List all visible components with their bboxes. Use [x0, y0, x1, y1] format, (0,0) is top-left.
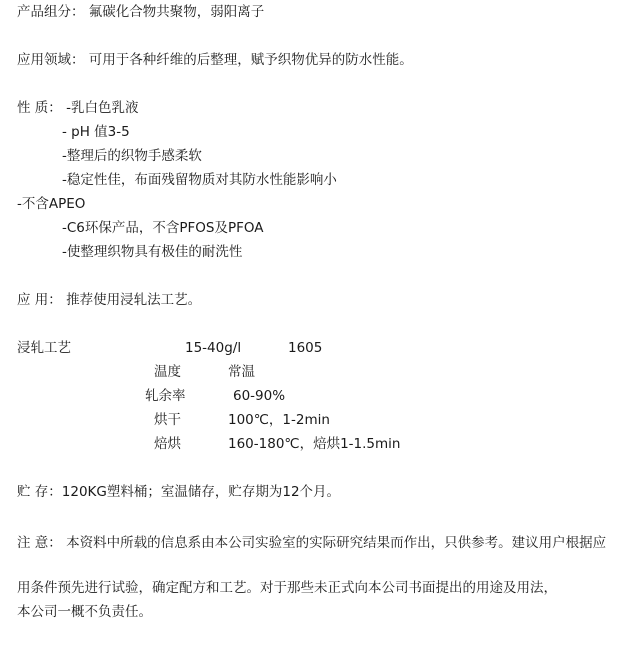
- property-item-ph: - pH 值3-5: [62, 124, 130, 140]
- usage-line: 应 用： 推荐使用浸轧法工艺。: [17, 292, 202, 308]
- notice-line-1: 注 意： 本资料中所载的信息系由本公司实验室的实际研究结果而作出，只供参考。建议用户根据应: [17, 535, 607, 551]
- pickup-label: 轧余率: [145, 388, 186, 404]
- application-field-line: 应用领域： 可用于各种纤维的后整理，赋予织物优异的防水性能。: [17, 52, 413, 68]
- process-dosage: 15-40g/l: [185, 340, 242, 356]
- notice-line-2: 用条件预先进行试验，确定配方和工艺。对于那些未正式向本公司书面提出的用途及用法，: [17, 580, 557, 596]
- property-item-wash-fastness: -使整理织物具有极佳的耐洗性: [62, 244, 243, 260]
- pickup-value: 60-90%: [233, 388, 286, 404]
- process-product: 1605: [288, 340, 323, 356]
- composition-line: 产品组分： 氟碳化合物共聚物，弱阳离子: [17, 4, 265, 20]
- property-item-stability: -稳定性佳，布面残留物质对其防水性能影响小: [62, 172, 337, 188]
- curing-label: 焙烘: [154, 436, 181, 452]
- drying-value: 100℃，1-2min: [228, 412, 330, 428]
- temperature-label: 温度: [154, 364, 181, 380]
- drying-label: 烘干: [154, 412, 181, 428]
- process-name: 浸轧工艺: [17, 340, 71, 356]
- storage-line: 贮 存：120KG塑料桶；室温储存，贮存期为12个月。: [17, 484, 341, 500]
- property-item-c6: -C6环保产品，不含PFOS及PFOA: [62, 220, 264, 236]
- temperature-value: 常温: [228, 364, 255, 380]
- notice-line-3: 本公司一概不负责任。: [17, 604, 152, 620]
- properties-heading: 性 质： -乳白色乳液: [17, 100, 139, 116]
- curing-value: 160-180℃，焙烘1-1.5min: [228, 436, 401, 452]
- property-item-apeo: -不含APEO: [17, 196, 86, 212]
- property-item-hand-feel: -整理后的织物手感柔软: [62, 148, 202, 164]
